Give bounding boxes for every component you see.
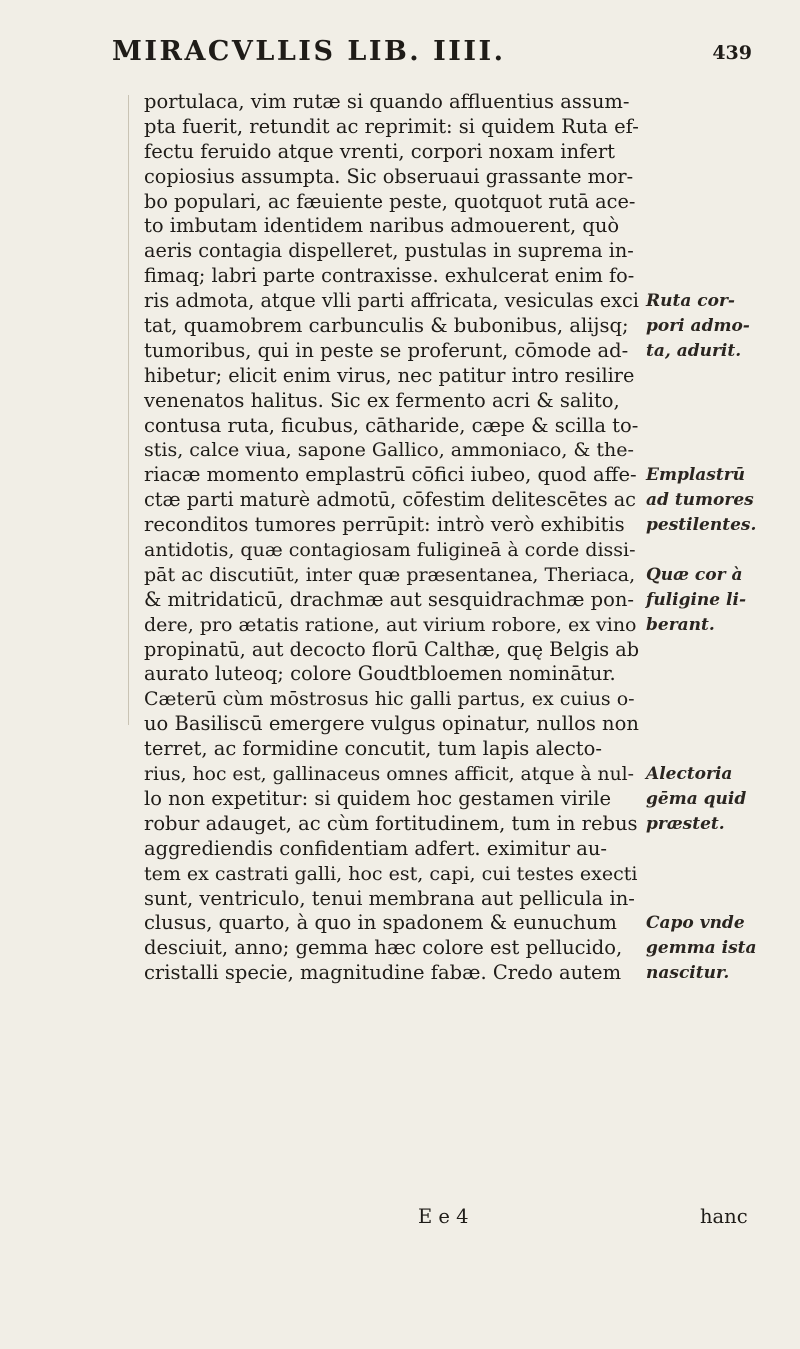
text-line: [144, 115, 768, 140]
text-line: [144, 687, 768, 712]
line-text: fectu feruido atque vrenti, corpori noxam infert: [144, 139, 615, 163]
line-text: clusus, quarto, à quo in spadonem & eunuchum: [144, 911, 617, 935]
marginal-note: pestilentes.: [646, 515, 757, 536]
line-text: riacæ momento emplastrū cōfici iubeo, quod affe-: [144, 463, 637, 487]
line-text: antidotis, quæ contagiosam fuligineā à corde dissi-: [144, 539, 636, 562]
text-line: [144, 538, 768, 563]
text-line: [144, 662, 768, 687]
marginal-note: ta, adurit.: [646, 340, 742, 361]
page-header: [112, 36, 752, 76]
marginal-note: Ruta cor-: [646, 291, 735, 312]
text-line: [144, 239, 768, 264]
text-line: [144, 712, 768, 737]
line-text: aurato luteoq; colore Goudtbloemen nominātur.: [144, 662, 616, 686]
signature-mark: E e 4: [418, 1205, 469, 1228]
page-number: 439: [712, 42, 752, 64]
text-line: [144, 837, 768, 862]
text-line: [144, 289, 768, 314]
page-footer: [0, 1205, 800, 1231]
text-line: [144, 613, 768, 638]
marginal-note: præstet.: [646, 813, 725, 834]
marginal-note: nascitur.: [646, 963, 730, 984]
line-text: & mitridaticū, drachmæ aut sesquidrachmæ pon-: [144, 587, 635, 611]
line-text: Cæterū cùm mōstrosus hic galli partus, ex cuius o-: [144, 688, 635, 711]
binding-shadow: [128, 95, 129, 725]
text-line: [144, 463, 768, 488]
line-text: fimaq; labri parte contraxisse. exhulcerat enim fo-: [144, 264, 635, 288]
text-line: [144, 961, 768, 986]
body-text: [144, 90, 768, 986]
text-line: [144, 389, 768, 414]
marginal-note: gēma quid: [646, 788, 747, 809]
text-line: [144, 563, 768, 588]
line-text: robur adauget, ac cùm fortitudinem, tum in rebus: [144, 811, 638, 835]
text-line: [144, 140, 768, 165]
text-line: [144, 165, 768, 190]
line-text: tem ex castrati galli, hoc est, capi, cui testes execti: [144, 862, 638, 885]
line-text: cristalli specie, magnitudine fabæ. Credo autem: [144, 961, 622, 985]
line-text: pāt ac discutiūt, inter quæ præsentanea, Theriaca,: [144, 563, 636, 586]
line-text: dere, pro ætatis ratione, aut virium robore, ex vino: [144, 613, 637, 636]
marginal-note: ad tumores: [646, 490, 754, 511]
line-text: ctæ parti maturè admotū, cōfestim delitescētes ac: [144, 488, 636, 512]
text-line: [144, 414, 768, 439]
marginal-note: Quæ cor à: [646, 564, 743, 585]
line-text: lo non expetitur: si quidem hoc gestamen virile: [144, 786, 612, 810]
text-line: [144, 190, 768, 215]
text-line: [144, 862, 768, 887]
running-head: MIRACVLLIS LIB. IIII.: [112, 36, 506, 67]
text-line: [144, 588, 768, 613]
line-text: aeris contagia dispelleret, pustulas in suprema in-: [144, 239, 634, 263]
text-line: [144, 339, 768, 364]
line-text: uo Basiliscū emergere vulgus opinatur, nullos non: [144, 712, 639, 736]
line-text: desciuit, anno; gemma hæc colore est pellucido,: [144, 936, 623, 960]
catchword: hanc: [700, 1205, 748, 1228]
line-text: reconditos tumores perrūpit: intrò verò exhibitis: [144, 513, 625, 537]
line-text: propinatū, aut decocto florū Calthæ, quę Belgis ab: [144, 637, 640, 661]
line-text: portulaca, vim rutæ si quando affluentius assum-: [144, 90, 630, 113]
line-text: pta fuerit, retundit ac reprimit: si quidem Ruta ef-: [144, 114, 639, 138]
line-text: rius, hoc est, gallinaceus omnes afficit, atque à nul-: [144, 764, 634, 786]
marginal-note: fuligine li-: [646, 589, 746, 610]
marginal-note: berant.: [646, 614, 715, 635]
marginal-note: Capo vnde: [646, 913, 745, 934]
line-text: hibetur; elicit enim virus, nec patitur intro resilire: [144, 363, 635, 387]
text-line: [144, 264, 768, 289]
text-line: [144, 488, 768, 513]
text-line: [144, 438, 768, 463]
text-line: [144, 638, 768, 663]
text-line: [144, 513, 768, 538]
text-line: [144, 936, 768, 961]
line-text: copiosius assumpta. Sic obseruaui grassante mor-: [144, 164, 634, 188]
text-line: [144, 314, 768, 339]
line-text: terret, ac formidine concutit, tum lapis alecto-: [144, 737, 602, 761]
line-text: venenatos halitus. Sic ex fermento acri & salito,: [144, 388, 620, 412]
text-line: [144, 787, 768, 812]
text-line: [144, 90, 768, 115]
line-text: to imbutam identidem naribus admouerent, quò: [144, 214, 620, 238]
line-text: tat, quamobrem carbunculis & bubonibus, alijsq;: [144, 314, 629, 338]
text-line: [144, 214, 768, 239]
marginal-note: Alectoria: [646, 764, 733, 785]
line-text: ris admota, atque vlli parti affricata, vesiculas exci: [144, 289, 639, 313]
text-line: [144, 737, 768, 762]
text-line: [144, 911, 768, 936]
text-line: [144, 762, 768, 787]
line-text: contusa ruta, ficubus, cātharide, cæpe & scilla to-: [144, 413, 639, 437]
line-text: stis, calce viua, sapone Gallico, ammoniaco, & the-: [144, 439, 634, 462]
line-text: aggrediendis confidentiam adfert. eximitur au-: [144, 836, 608, 860]
marginal-note: gemma ista: [646, 938, 757, 959]
line-text: bo populari, ac fæuiente peste, quotquot rutā ace-: [144, 189, 636, 213]
line-text: sunt, ventriculo, tenui membrana aut pellicula in-: [144, 886, 635, 910]
text-line: [144, 887, 768, 912]
marginal-note: pori admo-: [646, 316, 750, 337]
line-text: tumoribus, qui in peste se proferunt, cōmode ad-: [144, 338, 629, 362]
text-line: [144, 812, 768, 837]
marginal-note: Emplastrū: [646, 465, 746, 486]
text-line: [144, 364, 768, 389]
